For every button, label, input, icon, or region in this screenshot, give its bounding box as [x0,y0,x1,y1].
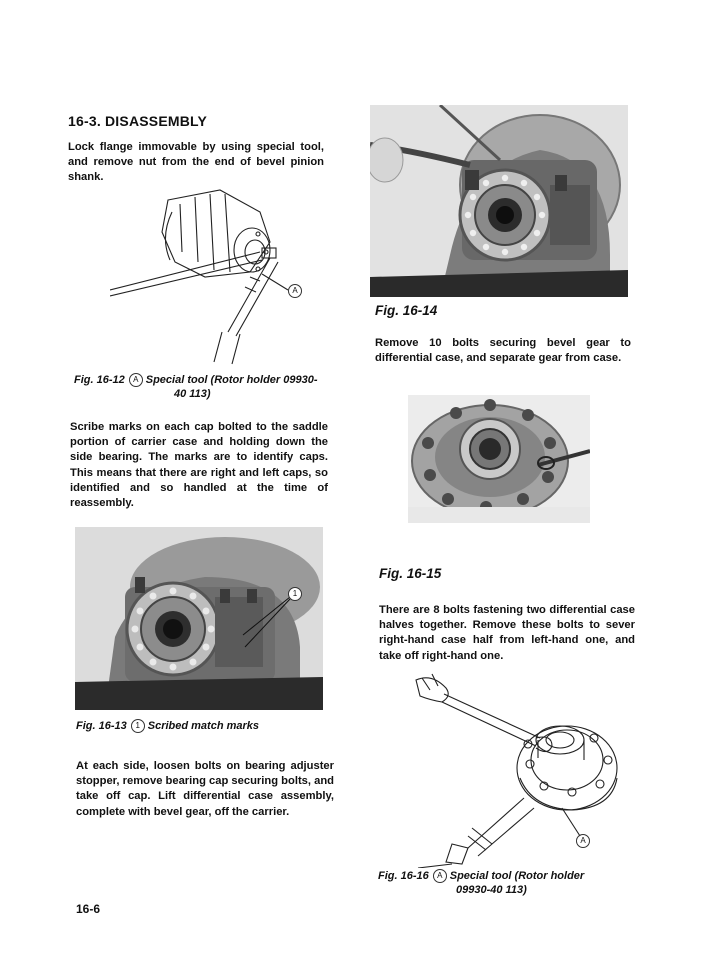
figure-16-15-label: Fig. 16-15 [379,566,442,581]
paragraph-8-bolts: There are 8 bolts fastening two differential case halves together. Remove these bolts to sever right-hand case half from left-hand one, and take off right-hand one. [379,604,635,662]
figure-16-15-photo [408,395,590,523]
section-heading: 16-3. DISASSEMBLY [68,113,208,129]
figure-16-12-caption [74,373,336,401]
figure-16-13-text: Scribed match marks [147,720,260,732]
callout-a-fig16: A [576,834,590,848]
callout-1-fig13: 1 [288,587,302,601]
figure-16-12-drawing [110,182,320,367]
paragraph-loosen-bolts: At each side, loosen bolts on bearing adjuster stopper, remove bearing cap securing bolts, and take off cap. Lift differential case assembly, complete with bevel gear, off the carrier. [76,760,335,818]
figure-16-16-drawing [412,668,637,868]
figure-16-12-text-cont: 40 113) [174,388,211,400]
paragraph-remove-10-bolts: Remove 10 bolts securing bevel gear to differential case, and separate gear from case. [375,337,631,365]
page-number: 16-6 [76,902,101,916]
paragraph-scribe-marks: Scribe marks on each cap bolted to the saddle portion of carrier case and holding down the side bearing. The marks are to identify caps. This means that there are right and left caps, so identified and so handled at the time of reassembly. [70,421,328,510]
marker-a-icon: A [433,869,447,883]
paragraph-lock-flange: Lock flange immovable by using special tool, and remove nut from the end of bevel pinion shank. [68,141,324,184]
figure-16-16-label: Fig. 16-16 [378,870,429,882]
figure-16-16-caption [378,869,628,897]
callout-a-fig12: A [288,284,302,298]
figure-16-14-label: Fig. 16-14 [375,303,438,318]
figure-16-12-label: Fig. 16-12 [74,374,125,386]
figure-16-16-text-cont: 09930-40 113) [456,884,527,896]
figure-16-13-label: Fig. 16-13 [76,720,127,732]
figure-16-14-photo [370,105,628,297]
figure-16-16-text: Special tool (Rotor holder [449,870,585,882]
marker-1-icon: 1 [131,719,145,733]
figure-16-13-photo [75,527,323,710]
marker-a-icon: A [129,373,143,387]
figure-16-12-text: Special tool (Rotor holder 09930- [145,374,318,386]
figure-16-13-caption [76,719,316,733]
